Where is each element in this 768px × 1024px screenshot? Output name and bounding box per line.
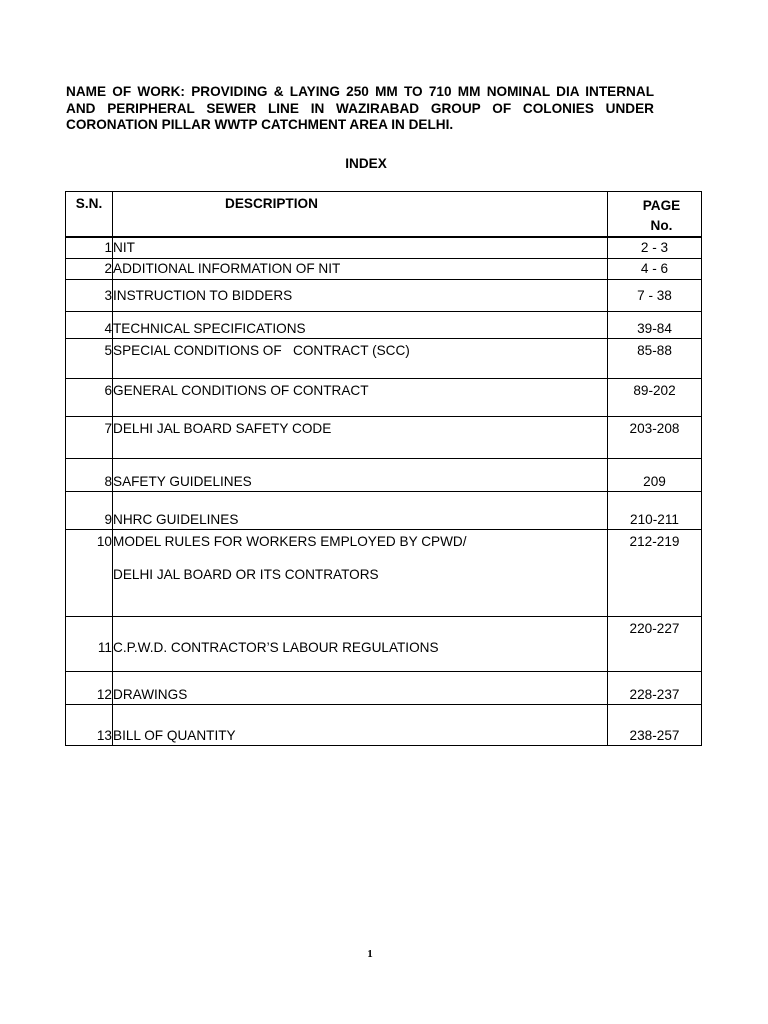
table-header-row bbox=[66, 192, 702, 238]
row-page: 238-257 bbox=[608, 704, 702, 745]
table-row bbox=[66, 491, 702, 529]
row-sn: 13 bbox=[66, 704, 113, 745]
row-sn: 11 bbox=[66, 616, 113, 671]
row-sn: 8 bbox=[66, 458, 113, 491]
table-row bbox=[66, 279, 702, 311]
row-description-line2: DELHI JAL BOARD OR ITS CONTRATORS bbox=[113, 566, 379, 582]
row-page: 39-84 bbox=[608, 311, 702, 338]
table-row bbox=[66, 458, 702, 491]
row-page: 89-202 bbox=[608, 378, 702, 416]
row-page: 2 - 3 bbox=[608, 237, 702, 258]
table-row bbox=[66, 237, 702, 258]
table-row bbox=[66, 311, 702, 338]
row-page: 210-211 bbox=[608, 491, 702, 529]
row-description: SPECIAL CONDITIONS OF CONTRACT (SCC) bbox=[113, 338, 608, 378]
row-description: TECHNICAL SPECIFICATIONS bbox=[113, 311, 608, 338]
page-header bbox=[608, 192, 702, 238]
row-sn: 10 bbox=[66, 529, 113, 616]
row-sn: 9 bbox=[66, 491, 113, 529]
row-page: 203-208 bbox=[608, 416, 702, 458]
table-row bbox=[66, 416, 702, 458]
row-description: INSTRUCTION TO BIDDERS bbox=[113, 279, 608, 311]
row-page: 85-88 bbox=[608, 338, 702, 378]
page-number: 1 bbox=[367, 948, 373, 960]
table-row bbox=[66, 338, 702, 378]
row-description-cell bbox=[113, 529, 608, 616]
row-sn: 5 bbox=[66, 338, 113, 378]
index-table bbox=[65, 191, 702, 746]
index-heading: INDEX bbox=[345, 156, 387, 171]
row-description: NHRC GUIDELINES bbox=[113, 491, 608, 529]
page-header-line1: PAGE bbox=[642, 198, 681, 213]
work-title: NAME OF WORK: PROVIDING & LAYING 250 MM TO 710 MM NOMINAL DIA INTERNAL AND PERIPHERAL SEWER LINE IN WAZIRABAD GROUP OF COLONIES UNDER CORONATION PILLAR WWTP CATCHMENT AREA IN DELHI. bbox=[66, 84, 654, 132]
row-sn: 7 bbox=[66, 416, 113, 458]
row-description: BILL OF QUANTITY bbox=[113, 704, 608, 745]
row-sn: 4 bbox=[66, 311, 113, 338]
page-header-line2: No. bbox=[650, 218, 673, 233]
row-page: 220-227 bbox=[608, 616, 702, 671]
row-description: SAFETY GUIDELINES bbox=[113, 458, 608, 491]
description-header: DESCRIPTION bbox=[113, 192, 608, 238]
row-sn: 1 bbox=[66, 237, 113, 258]
row-page: 228-237 bbox=[608, 671, 702, 704]
row-page: 212-219 bbox=[608, 529, 702, 616]
row-sn: 3 bbox=[66, 279, 113, 311]
row-page: 209 bbox=[608, 458, 702, 491]
row-page: 7 - 38 bbox=[608, 279, 702, 311]
row-sn: 6 bbox=[66, 378, 113, 416]
row-description: NIT bbox=[113, 237, 608, 258]
table-row bbox=[66, 258, 702, 279]
table-row bbox=[66, 378, 702, 416]
row-sn: 2 bbox=[66, 258, 113, 279]
row-description: ADDITIONAL INFORMATION OF NIT bbox=[113, 258, 608, 279]
table-row bbox=[66, 616, 702, 671]
row-description: C.P.W.D. CONTRACTOR’S LABOUR REGULATIONS bbox=[113, 616, 608, 671]
row-description: MODEL RULES FOR WORKERS EMPLOYED BY CPWD/ bbox=[113, 533, 467, 549]
row-description: GENERAL CONDITIONS OF CONTRACT bbox=[113, 378, 608, 416]
row-page: 4 - 6 bbox=[608, 258, 702, 279]
row-description: DELHI JAL BOARD SAFETY CODE bbox=[113, 416, 608, 458]
row-description: DRAWINGS bbox=[113, 671, 608, 704]
row-sn: 12 bbox=[66, 671, 113, 704]
sn-header: S.N. bbox=[66, 192, 113, 238]
table-row bbox=[66, 704, 702, 745]
table-row bbox=[66, 529, 702, 616]
table-row bbox=[66, 671, 702, 704]
